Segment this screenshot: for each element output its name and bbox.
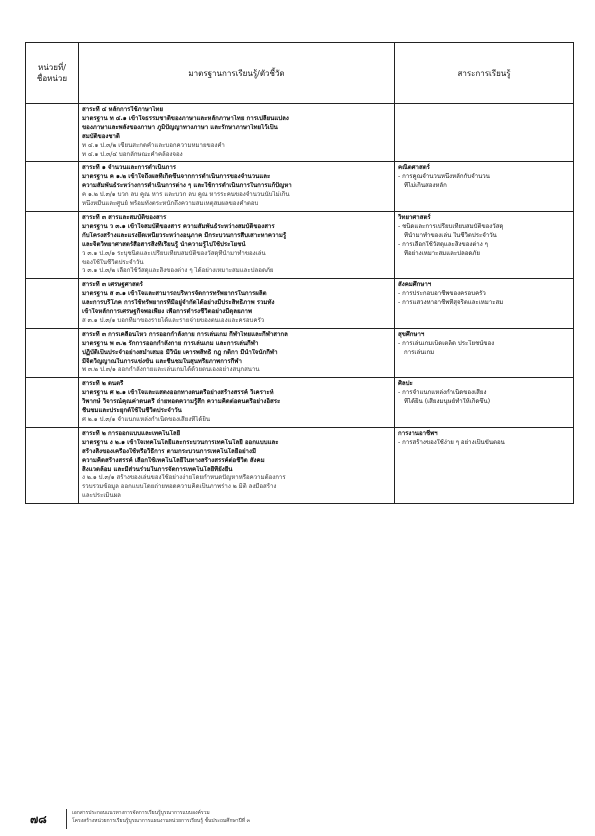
indicator-line: พ ๓.๒ ป.๓/๑ ออกกำลังกายและเล่นเกมได้ด้วยตนเองอย่างสนุกสนาน: [82, 366, 260, 374]
content-bullet: - การเล่นเกมเบ็ดเตล็ด ประโยชน์ของ: [398, 339, 495, 347]
table-row: [26, 279, 574, 329]
standard-line: มาตรฐาน ส ๓.๑ เข้าใจและสามารถบริหารจัดการทรัพยากรในการผลิต: [82, 290, 267, 298]
standard-line: มาตรฐาน ง ๒.๑ เข้าใจเทคโนโลยีและกระบวนการเทคโนโลยี ออกแบบและ: [82, 438, 279, 446]
content-cell: [395, 104, 574, 162]
subject-label: คณิตศาสตร์: [398, 164, 430, 172]
table-header-row: [26, 43, 574, 104]
content-cell: [395, 328, 574, 378]
strand-title: สาระที่ ๓ เศรษฐศาสตร์: [82, 281, 143, 289]
content-bullet: - การประกอบอาชีพของครอบครัว: [398, 290, 486, 298]
strand-title: สาระที่ ๒ การออกแบบและเทคโนโลยี: [82, 429, 181, 437]
unit-cell: [26, 279, 79, 329]
table-row: [26, 104, 574, 162]
footer-line: เอกสารประกอบแนวทางการจัดการเรียนรู้บูรณาการแบบองค์รวม: [72, 810, 210, 816]
standard-line: ปฏิบัติเป็นประจำอย่างสม่ำเสมอ มีวินัย เคารพสิทธิ กฎ กติกา มีน้ำใจนักกีฬา: [82, 348, 278, 356]
strand-title: สาระที่ ๓ การเคลื่อนไหว การออกกำลังกาย การเล่นเกม กีฬาไทยและกีฬาสากล: [82, 330, 288, 338]
standards-cell: [79, 378, 395, 428]
table-row: [26, 378, 574, 428]
standard-line: มาตรฐาน ว ๓.๑ เข้าใจสมบัติของสาร ความสัมพันธ์ระหว่างสมบัติของสาร: [82, 222, 275, 230]
standard-line: และจิตวิทยาศาสตร์สื่อสารสิ่งที่เรียนรู้ นำความรู้ไปใช้ประโยชน์: [82, 240, 246, 248]
standard-line: ของภาษาและพลังของภาษา ภูมิปัญญาทางภาษา และรักษาภาษาไทยไว้เป็น: [82, 123, 278, 131]
content-cell: [395, 378, 574, 428]
subject-label: ศิลปะ: [398, 380, 413, 388]
indicator-line: ส ๓.๑ ป.๓/๑ บอกที่มาของรายได้และรายจ่ายของตนเองและครอบครัว: [82, 316, 265, 324]
indicator-line: ท ๔.๑ ป.๓/๒ เขียนสะกดคำและบอกความหมายของคำ: [82, 141, 225, 149]
content-bullet: - การจำแนกแหล่งกำเนิดของเสียง: [398, 389, 487, 397]
header-content: สาระการเรียนรู้: [395, 43, 574, 104]
standard-line: สร้างสิ่งของเครื่องใช้หรือวิธีการ ตามกระบวนการเทคโนโลยีอย่างมี: [82, 447, 256, 455]
indicator-line: รวบรวมข้อมูล ออกแบบโดยถ่ายทอดความคิดเป็นภาพร่าง ๒ มิติ ลงมือสร้าง: [82, 483, 277, 491]
footer-text: [72, 809, 250, 825]
subject-label: การงานอาชีพฯ: [398, 429, 438, 437]
curriculum-table: [25, 42, 574, 504]
standard-line: เข้าใจหลักการเศรษฐกิจพอเพียง เพื่อการดำรงชีวิตอย่างมีดุลยภาพ: [82, 308, 252, 316]
standard-line: และการบริโภค การใช้ทรัพยากรที่มีอยู่จำกัดได้อย่างมีประสิทธิภาพ รวมทั้ง: [82, 299, 275, 307]
indicator-line: ว ๓.๑ ป.๓/๑ ระบุชนิดและเปรียบเทียบสมบัติของวัสดุที่นำมาทำของเล่น: [82, 249, 266, 257]
standard-line: มาตรฐาน พ ๓.๒ รักการออกกำลังกาย การเล่นเกม และการเล่นกีฬา: [82, 339, 259, 347]
header-unit: หน่วยที่/ ชื่อหน่วย: [26, 43, 79, 104]
standard-line: มาตรฐาน ท ๔.๑ เข้าใจธรรมชาติของภาษาและหลักภาษาไทย การเปลี่ยนแปลง: [82, 114, 289, 122]
standard-line: มาตรฐาน ศ ๒.๑ เข้าใจและแสดงออกทางดนตรีอย่างสร้างสรรค์ วิเคราะห์: [82, 389, 274, 397]
content-cell: [395, 211, 574, 278]
indicator-line: ศ ๒.๑ ป.๓/๑ จำแนกแหล่งกำเนิดของเสียงที่ได้ยิน: [82, 416, 211, 423]
content-cell: [395, 162, 574, 212]
standard-line: ความคิดสร้างสรรค์ เลือกใช้เทคโนโลยีในทางสร้างสรรค์ต่อชีวิต สังคม: [82, 456, 265, 464]
page-footer: [20, 808, 580, 832]
unit-cell: [26, 104, 79, 162]
footer-line: โครงสร้างหน่วยการเรียนรู้บูรณาการแผนงานหน่วยการเรียนรู้ ชั้นประถมศึกษาปีที่ ๓: [72, 818, 251, 824]
unit-cell: [26, 162, 79, 212]
standards-cell: [79, 427, 395, 503]
content-bullet: - ชนิดและการเปรียบเทียบสมบัติของวัสดุ: [398, 222, 504, 230]
header-standards: มาตรฐานการเรียนรู้/ตัวชี้วัด: [79, 43, 395, 104]
content-bullet: ที่ได้ยิน (เสียงมนุษย์ทำให้เกิดขึ้น): [404, 398, 491, 406]
content-bullet: - การสร้างของใช้ง่าย ๆ อย่างเป็นขั้นตอน: [398, 438, 505, 446]
standards-cell: [79, 162, 395, 212]
subject-label: สังคมศึกษาฯ: [398, 281, 432, 289]
content-cell: [395, 427, 574, 503]
unit-cell: [26, 328, 79, 378]
indicator-line: ค ๑.๒ ป.๓/๑ บวก ลบ คูณ หาร และบวก ลบ คูณ หารระคนของจำนวนนับไม่เกิน: [82, 191, 290, 199]
strand-title: สาระที่ ๑ จำนวนและการดำเนินการ: [82, 164, 177, 172]
content-bullet: ที่นำมาทำของเล่น ในชีวิตประจำวัน: [404, 231, 497, 239]
footer-divider: [66, 809, 67, 829]
content-bullet: - การเลือกใช้วัสดุและสิ่งของต่าง ๆ: [398, 240, 488, 248]
standard-line: ความสัมพันธ์ระหว่างการดำเนินการต่าง ๆ และใช้การดำเนินการในการแก้ปัญหา: [82, 182, 292, 190]
standard-line: สมบัติของชาติ: [82, 132, 120, 140]
content-bullet: การเล่นเกม: [404, 348, 435, 356]
subject-label: สุขศึกษาฯ: [398, 330, 425, 338]
indicator-line: ง ๒.๑ ป.๓/๑ สร้างของเล่นของใช้อย่างง่ายโดยกำหนดปัญหาหรือความต้องการ: [82, 474, 286, 482]
table-row: [26, 427, 574, 503]
indicator-line: ของใช้ในชีวิตประจำวัน: [82, 258, 144, 266]
content-bullet: - การคูณจำนวนหนึ่งหลักกับจำนวน: [398, 173, 490, 181]
indicator-line: ว ๓.๑ ป.๓/๒ เลือกใช้วัสดุและสิ่งของต่าง ๆ ได้อย่างเหมาะสมและปลอดภัย: [82, 267, 274, 275]
unit-cell: [26, 427, 79, 503]
standard-line: กับโครงสร้างและแรงยึดเหนี่ยวระหว่างอนุภาค มีกระบวนการสืบเสาะหาความรู้: [82, 231, 287, 239]
strand-title: สาระที่ ๒ ดนตรี: [82, 380, 124, 388]
standards-cell: [79, 104, 395, 162]
content-bullet: - การแสวงหาอาชีพที่สุจริตและเหมาะสม: [398, 299, 504, 307]
standard-line: วิพากษ์ วิจารณ์คุณค่าดนตรี ถ่ายทอดความรู้สึก ความคิดต่อดนตรีอย่างอิสระ: [82, 398, 281, 406]
standards-cell: [79, 279, 395, 329]
standards-cell: [79, 328, 395, 378]
indicator-line: และประเมินผล: [82, 492, 121, 500]
content-bullet: ที่ไม่เกินสองหลัก: [404, 182, 447, 190]
indicator-line: หนึ่งหมื่นและศูนย์ พร้อมทั้งตระหนักถึงความสมเหตุสมผลของคำตอบ: [82, 200, 259, 208]
page-number: ๗๘: [30, 813, 47, 826]
standard-line: มีจิตวิญญาณในการแข่งขัน และชื่นชมในสุนทรียภาพการกีฬา: [82, 357, 242, 365]
strand-title: สาระที่ ๓ สารและสมบัติของสาร: [82, 213, 167, 221]
unit-cell: [26, 211, 79, 278]
table-row: [26, 211, 574, 278]
subject-label: วิทยาศาสตร์: [398, 213, 431, 221]
standard-line: มาตรฐาน ค ๑.๒ เข้าใจถึงผลที่เกิดขึ้นจากการดำเนินการของจำนวนและ: [82, 173, 271, 181]
table-row: [26, 328, 574, 378]
standard-line: ชื่นชมและประยุกต์ใช้ในชีวิตประจำวัน: [82, 407, 182, 415]
standard-line: สิ่งแวดล้อม และมีส่วนร่วมในการจัดการเทคโนโลยีที่ยั่งยืน: [82, 465, 233, 473]
indicator-line: ท ๔.๑ ป.๓/๔ บอกลักษณะคำคล้องจอง: [82, 150, 183, 158]
content-cell: [395, 279, 574, 329]
standards-cell: [79, 211, 395, 278]
content-bullet: ที่อย่างเหมาะสมและปลอดภัย: [404, 249, 480, 257]
strand-title: สาระที่ ๔ หลักการใช้ภาษาไทย: [82, 106, 164, 113]
table-row: [26, 162, 574, 212]
unit-cell: [26, 378, 79, 428]
